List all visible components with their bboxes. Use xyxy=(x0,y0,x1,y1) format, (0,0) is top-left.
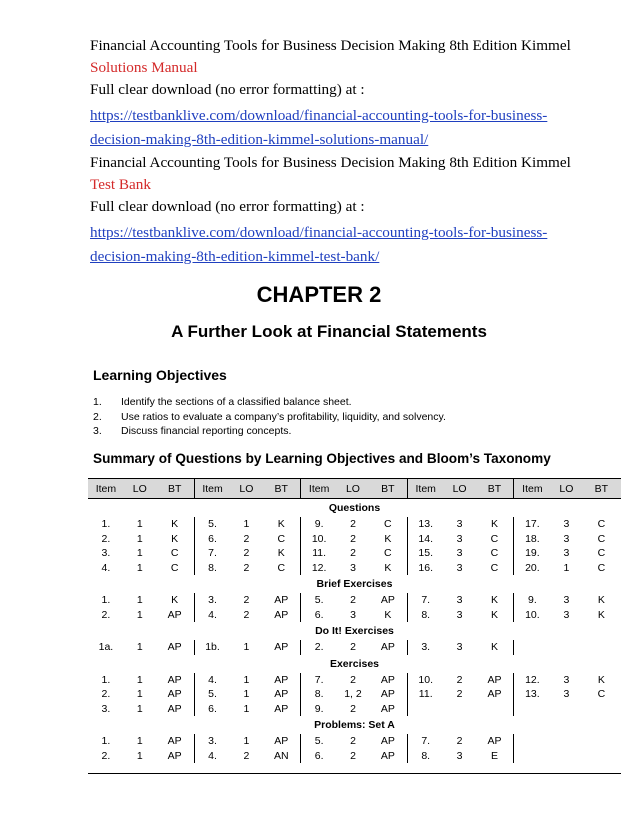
table-cell: 2 xyxy=(350,673,356,686)
table-cell: C xyxy=(277,561,286,574)
column-block xyxy=(195,608,302,623)
table-cell: 13. xyxy=(418,518,434,531)
table-cell: 1. xyxy=(101,518,111,531)
objective-number: 3. xyxy=(93,425,102,437)
column-block xyxy=(408,673,515,688)
column-block xyxy=(88,546,195,561)
column-block xyxy=(301,640,408,655)
table-cell: 3 xyxy=(563,547,570,560)
table-cell: AP xyxy=(274,688,289,701)
objective-text: Discuss financial reporting concepts. xyxy=(121,425,292,437)
table-cell: 12. xyxy=(525,673,540,686)
table-cell: 17. xyxy=(525,518,540,531)
column-block xyxy=(88,687,195,702)
table-cell: 1 xyxy=(563,561,570,574)
objective-number: 2. xyxy=(93,410,102,423)
column-block xyxy=(88,479,195,498)
table-cell: 2 xyxy=(243,561,250,574)
table-cell: AP xyxy=(167,749,182,762)
table-row xyxy=(88,517,621,532)
column-header: LO xyxy=(345,482,360,495)
table-cell: AP xyxy=(274,608,289,621)
column-block xyxy=(514,640,621,655)
table-cell: 1 xyxy=(136,532,143,545)
table-cell: 1 xyxy=(243,673,250,686)
table-cell: 5. xyxy=(314,594,324,607)
table-cell: K xyxy=(384,561,392,574)
table-cell: 9. xyxy=(314,702,324,715)
column-header: Item xyxy=(95,482,117,495)
table-cell: 1. xyxy=(101,735,111,748)
table-cell: 1 xyxy=(136,561,143,574)
column-header: BT xyxy=(594,482,609,495)
table-cell: 2 xyxy=(350,547,356,560)
column-block xyxy=(195,640,302,655)
table-row xyxy=(88,546,621,561)
column-header: Item xyxy=(308,482,330,495)
column-block xyxy=(195,734,302,749)
column-block xyxy=(301,532,408,547)
table-cell: 15. xyxy=(418,547,434,560)
column-block xyxy=(408,608,515,623)
summary-table xyxy=(88,478,621,763)
table-cell: C xyxy=(170,547,179,560)
table-cell: C xyxy=(597,547,606,560)
table-cell: 3 xyxy=(563,532,570,545)
table-cell: 2 xyxy=(350,735,356,748)
table-cell: C xyxy=(597,688,606,701)
table-row xyxy=(88,734,621,749)
column-block xyxy=(195,749,302,764)
table-bottom-rule xyxy=(88,773,621,774)
table-cell: 14. xyxy=(418,532,434,545)
book-title-line-1: Financial Accounting Tools for Business Decision Making 8th Edition Kimmel xyxy=(90,37,571,54)
table-group xyxy=(88,622,621,655)
table-cell: 4. xyxy=(208,749,217,762)
column-block xyxy=(195,673,302,688)
table-cell: AP xyxy=(167,641,182,654)
column-block xyxy=(514,734,621,749)
table-cell: 18. xyxy=(525,532,540,545)
table-row xyxy=(88,687,621,702)
table-cell: 1 xyxy=(136,749,143,762)
table-cell: 1 xyxy=(136,641,143,654)
table-header-row xyxy=(88,478,621,499)
objective-text: Identify the sections of a classified balance sheet. xyxy=(121,396,352,408)
table-cell: 6. xyxy=(314,608,324,621)
table-cell: 3 xyxy=(456,608,463,621)
table-cell: 1 xyxy=(243,688,250,701)
table-cell: AP xyxy=(274,735,289,748)
column-block xyxy=(408,561,515,576)
column-block xyxy=(514,702,621,717)
table-cell: 3 xyxy=(456,561,463,574)
download-info-header xyxy=(90,35,610,269)
column-block xyxy=(301,687,408,702)
table-cell: 7. xyxy=(314,673,324,686)
table-cell: 11. xyxy=(418,688,433,701)
book-title-line-2: Financial Accounting Tools for Business Decision Making 8th Edition Kimmel xyxy=(90,154,571,171)
table-cell: 2 xyxy=(243,532,250,545)
table-cell: AP xyxy=(274,594,289,607)
table-cell: 2 xyxy=(350,749,356,762)
column-block xyxy=(514,749,621,764)
table-cell: AP xyxy=(380,673,395,686)
table-cell: 1 xyxy=(136,735,143,748)
table-cell: 3. xyxy=(208,594,217,607)
table-cell: E xyxy=(490,749,498,762)
table-cell: AP xyxy=(274,673,289,686)
table-cell: 1, 2 xyxy=(344,688,362,701)
table-cell: K xyxy=(490,594,498,607)
table-cell: 6. xyxy=(314,749,324,762)
table-group xyxy=(88,655,621,717)
column-block xyxy=(408,593,515,608)
column-header: Item xyxy=(415,482,436,495)
table-cell: AP xyxy=(380,594,395,607)
column-block xyxy=(408,640,515,655)
column-block xyxy=(301,749,408,764)
column-block xyxy=(408,479,515,498)
column-block xyxy=(408,687,515,702)
group-title: Problems: Set A xyxy=(314,719,395,731)
column-block xyxy=(88,734,195,749)
table-cell: AP xyxy=(380,688,395,701)
table-cell: 3 xyxy=(456,532,463,545)
column-block xyxy=(301,561,408,576)
table-cell: 8. xyxy=(421,608,431,621)
table-cell: 11. xyxy=(312,547,327,560)
table-cell: 2 xyxy=(350,641,356,654)
learning-objectives-list xyxy=(93,396,446,440)
column-block xyxy=(301,673,408,688)
column-block xyxy=(195,561,302,576)
table-cell: 2. xyxy=(101,532,111,545)
table-cell: K xyxy=(490,518,498,531)
table-cell: 1 xyxy=(136,688,143,701)
table-cell: AP xyxy=(380,735,395,748)
table-cell: C xyxy=(490,532,499,545)
column-block xyxy=(514,546,621,561)
download-note-1: Full clear download (no error formatting) at : xyxy=(90,81,365,98)
table-cell: 1 xyxy=(136,608,143,621)
column-block xyxy=(88,532,195,547)
table-cell: C xyxy=(597,561,606,574)
table-cell: K xyxy=(171,518,179,531)
column-block xyxy=(88,608,195,623)
table-cell: 3. xyxy=(208,735,217,748)
table-cell: 2. xyxy=(101,608,111,621)
column-block xyxy=(408,546,515,561)
column-header: BT xyxy=(167,482,182,495)
table-row xyxy=(88,749,621,764)
table-cell: K xyxy=(171,532,179,545)
table-cell: 1 xyxy=(136,702,143,715)
test-bank-link-part-1[interactable]: https://testbanklive.com/download/financial-accounting-tools-for-business- xyxy=(90,224,548,241)
table-cell: AP xyxy=(380,641,395,654)
table-cell: 2 xyxy=(456,735,463,748)
table-cell: 5. xyxy=(208,688,217,701)
chapter-heading: CHAPTER 2 xyxy=(256,282,382,307)
table-cell: 6. xyxy=(208,532,217,545)
table-cell: 3 xyxy=(350,561,356,574)
column-block xyxy=(195,532,302,547)
table-cell: C xyxy=(597,532,606,545)
column-block xyxy=(88,749,195,764)
solutions-manual-link-part-1[interactable]: https://testbanklive.com/download/financial-accounting-tools-for-business- xyxy=(90,107,548,124)
test-bank-link-part-2[interactable]: decision-making-8th-edition-kimmel-test-bank/ xyxy=(90,248,380,265)
table-cell: 3. xyxy=(101,547,111,560)
table-cell: 2. xyxy=(101,749,111,762)
table-cell: AP xyxy=(167,688,182,701)
test-bank-label: Test Bank xyxy=(90,176,151,193)
group-title: Questions xyxy=(328,502,381,514)
column-header: LO xyxy=(132,482,147,495)
table-cell: 12. xyxy=(311,561,327,574)
table-cell: 3 xyxy=(563,673,570,686)
objective-item xyxy=(93,396,446,411)
table-row xyxy=(88,561,621,576)
table-cell: 8. xyxy=(314,688,324,701)
table-cell: 2 xyxy=(243,547,250,560)
table-row xyxy=(88,608,621,623)
table-cell: 10. xyxy=(525,608,540,621)
table-cell: AP xyxy=(167,673,182,686)
table-cell: 5. xyxy=(208,518,217,531)
table-cell: 3 xyxy=(563,608,570,621)
table-cell: K xyxy=(384,608,392,621)
column-header: BT xyxy=(487,482,502,495)
table-cell: AP xyxy=(380,702,395,715)
table-cell: 7. xyxy=(421,735,431,748)
table-group xyxy=(88,575,621,622)
column-header: Item xyxy=(202,482,223,495)
column-block xyxy=(88,640,195,655)
table-cell: 20. xyxy=(525,561,540,574)
table-cell: 16. xyxy=(418,561,434,574)
column-block xyxy=(514,479,621,498)
summary-title: Summary of Questions by Learning Objectives and Bloom’s Taxonomy xyxy=(93,451,551,466)
column-header: BT xyxy=(274,482,288,495)
column-block xyxy=(514,593,621,608)
column-block xyxy=(408,702,515,717)
table-cell: 3 xyxy=(456,547,463,560)
table-cell: 2. xyxy=(314,641,324,654)
table-cell: K xyxy=(277,518,285,531)
column-header: LO xyxy=(452,482,467,495)
table-cell: C xyxy=(490,561,499,574)
table-cell: AP xyxy=(167,608,182,621)
table-row xyxy=(88,702,621,717)
table-cell: 1 xyxy=(243,702,250,715)
table-cell: 2 xyxy=(243,608,250,621)
column-block xyxy=(195,687,302,702)
table-cell: 1 xyxy=(243,735,250,748)
table-cell: 1 xyxy=(136,547,143,560)
column-block xyxy=(514,687,621,702)
table-cell: C xyxy=(384,547,392,560)
column-block xyxy=(408,734,515,749)
group-title: Brief Exercises xyxy=(316,578,393,590)
table-cell: C xyxy=(384,518,392,531)
table-cell: 3 xyxy=(563,688,570,701)
table-cell: K xyxy=(597,608,605,621)
table-cell: C xyxy=(597,518,606,531)
table-cell: 3 xyxy=(563,594,570,607)
table-cell: C xyxy=(170,561,179,574)
table-cell: 2 xyxy=(350,594,356,607)
column-block xyxy=(408,749,515,764)
table-cell: 1 xyxy=(136,673,143,686)
table-cell: 4. xyxy=(101,561,111,574)
table-cell: 3 xyxy=(350,608,356,621)
objective-item xyxy=(93,411,446,426)
table-cell: 1 xyxy=(136,594,143,607)
column-block xyxy=(514,532,621,547)
column-block xyxy=(301,593,408,608)
column-block xyxy=(195,479,302,498)
table-cell: 8. xyxy=(421,749,431,762)
column-block xyxy=(301,702,408,717)
solutions-manual-label: Solutions Manual xyxy=(90,59,198,76)
table-cell: 4. xyxy=(208,608,217,621)
chapter-subtitle: A Further Look at Financial Statements xyxy=(171,322,487,341)
column-block xyxy=(195,546,302,561)
table-cell: 1 xyxy=(136,518,143,531)
column-block xyxy=(88,561,195,576)
table-cell: K xyxy=(171,594,179,607)
column-block xyxy=(195,517,302,532)
table-cell: AP xyxy=(274,641,289,654)
table-cell: AP xyxy=(167,702,182,715)
table-cell: 2 xyxy=(350,532,356,545)
column-block xyxy=(301,546,408,561)
group-title: Exercises xyxy=(329,657,380,670)
table-row xyxy=(88,673,621,688)
table-cell: 4. xyxy=(208,673,217,686)
table-cell: 2. xyxy=(101,688,111,701)
table-cell: AP xyxy=(487,735,502,748)
table-cell: AP xyxy=(487,673,502,686)
table-cell: 1 xyxy=(243,641,250,654)
learning-objectives-title: Learning Objectives xyxy=(93,367,227,383)
table-cell: 2 xyxy=(456,673,463,686)
table-cell: 7. xyxy=(421,594,431,607)
column-block xyxy=(301,608,408,623)
table-cell: 19. xyxy=(525,547,540,560)
table-cell: 3. xyxy=(101,702,111,715)
table-cell: 1b. xyxy=(205,641,220,654)
column-block xyxy=(514,517,621,532)
table-cell: 3 xyxy=(456,641,463,654)
objective-text: Use ratios to evaluate a company’s profitability, liquidity, and solvency. xyxy=(121,410,446,423)
table-cell: 3 xyxy=(456,518,463,531)
table-cell: AN xyxy=(273,749,289,762)
column-block xyxy=(514,673,621,688)
table-cell: 6. xyxy=(208,702,217,715)
column-block xyxy=(301,479,408,498)
table-row xyxy=(88,532,621,547)
table-cell: K xyxy=(597,673,605,686)
table-cell: 2 xyxy=(243,749,250,762)
column-header: LO xyxy=(239,482,254,495)
column-block xyxy=(88,673,195,688)
table-cell: 10. xyxy=(311,532,327,545)
table-row xyxy=(88,640,621,655)
objective-number: 1. xyxy=(93,396,102,408)
table-cell: K xyxy=(384,532,392,545)
table-cell: 3. xyxy=(421,641,431,654)
table-cell: 9. xyxy=(314,518,324,531)
column-block xyxy=(408,517,515,532)
column-block xyxy=(408,532,515,547)
table-cell: 9. xyxy=(527,594,537,607)
table-cell: 1 xyxy=(243,518,250,531)
table-cell: AP xyxy=(167,735,182,748)
column-block xyxy=(88,593,195,608)
table-cell: 2 xyxy=(350,702,356,715)
table-cell: 1. xyxy=(101,594,111,607)
table-cell: 3 xyxy=(563,518,570,531)
table-cell: 1a. xyxy=(98,641,114,654)
table-cell: 3 xyxy=(456,594,463,607)
table-cell: K xyxy=(490,641,498,654)
table-cell: 5. xyxy=(314,735,324,748)
download-note-2: Full clear download (no error formatting) at : xyxy=(90,198,365,215)
table-cell: AP xyxy=(274,702,289,715)
table-cell: 10. xyxy=(418,673,434,686)
table-cell: AP xyxy=(380,749,395,762)
column-block xyxy=(514,608,621,623)
table-cell: 2 xyxy=(243,594,250,607)
table-cell: 8. xyxy=(208,561,217,574)
column-block xyxy=(88,702,195,717)
column-block xyxy=(195,702,302,717)
table-group xyxy=(88,716,621,763)
objective-item xyxy=(93,425,446,440)
column-block xyxy=(301,517,408,532)
table-row xyxy=(88,593,621,608)
column-block xyxy=(195,593,302,608)
table-cell: K xyxy=(277,547,285,560)
table-cell: 1. xyxy=(101,673,111,686)
column-header: BT xyxy=(381,482,395,495)
table-cell: AP xyxy=(487,688,502,701)
table-cell: K xyxy=(490,608,498,621)
table-cell: 2 xyxy=(456,688,463,701)
column-header: LO xyxy=(559,482,574,495)
group-title: Do It! Exercises xyxy=(315,625,394,637)
table-cell: C xyxy=(490,547,499,560)
table-cell: 7. xyxy=(208,547,217,560)
column-header: Item xyxy=(522,482,543,495)
column-block xyxy=(88,517,195,532)
column-block xyxy=(514,561,621,576)
table-cell: K xyxy=(597,594,605,607)
table-cell: 2 xyxy=(350,518,356,531)
table-group xyxy=(88,499,621,575)
table-cell: 13. xyxy=(525,688,540,701)
table-cell: 3 xyxy=(456,749,463,762)
column-block xyxy=(301,734,408,749)
solutions-manual-link-part-2[interactable]: decision-making-8th-edition-kimmel-solutions-manual/ xyxy=(90,131,429,148)
table-cell: C xyxy=(277,532,286,545)
